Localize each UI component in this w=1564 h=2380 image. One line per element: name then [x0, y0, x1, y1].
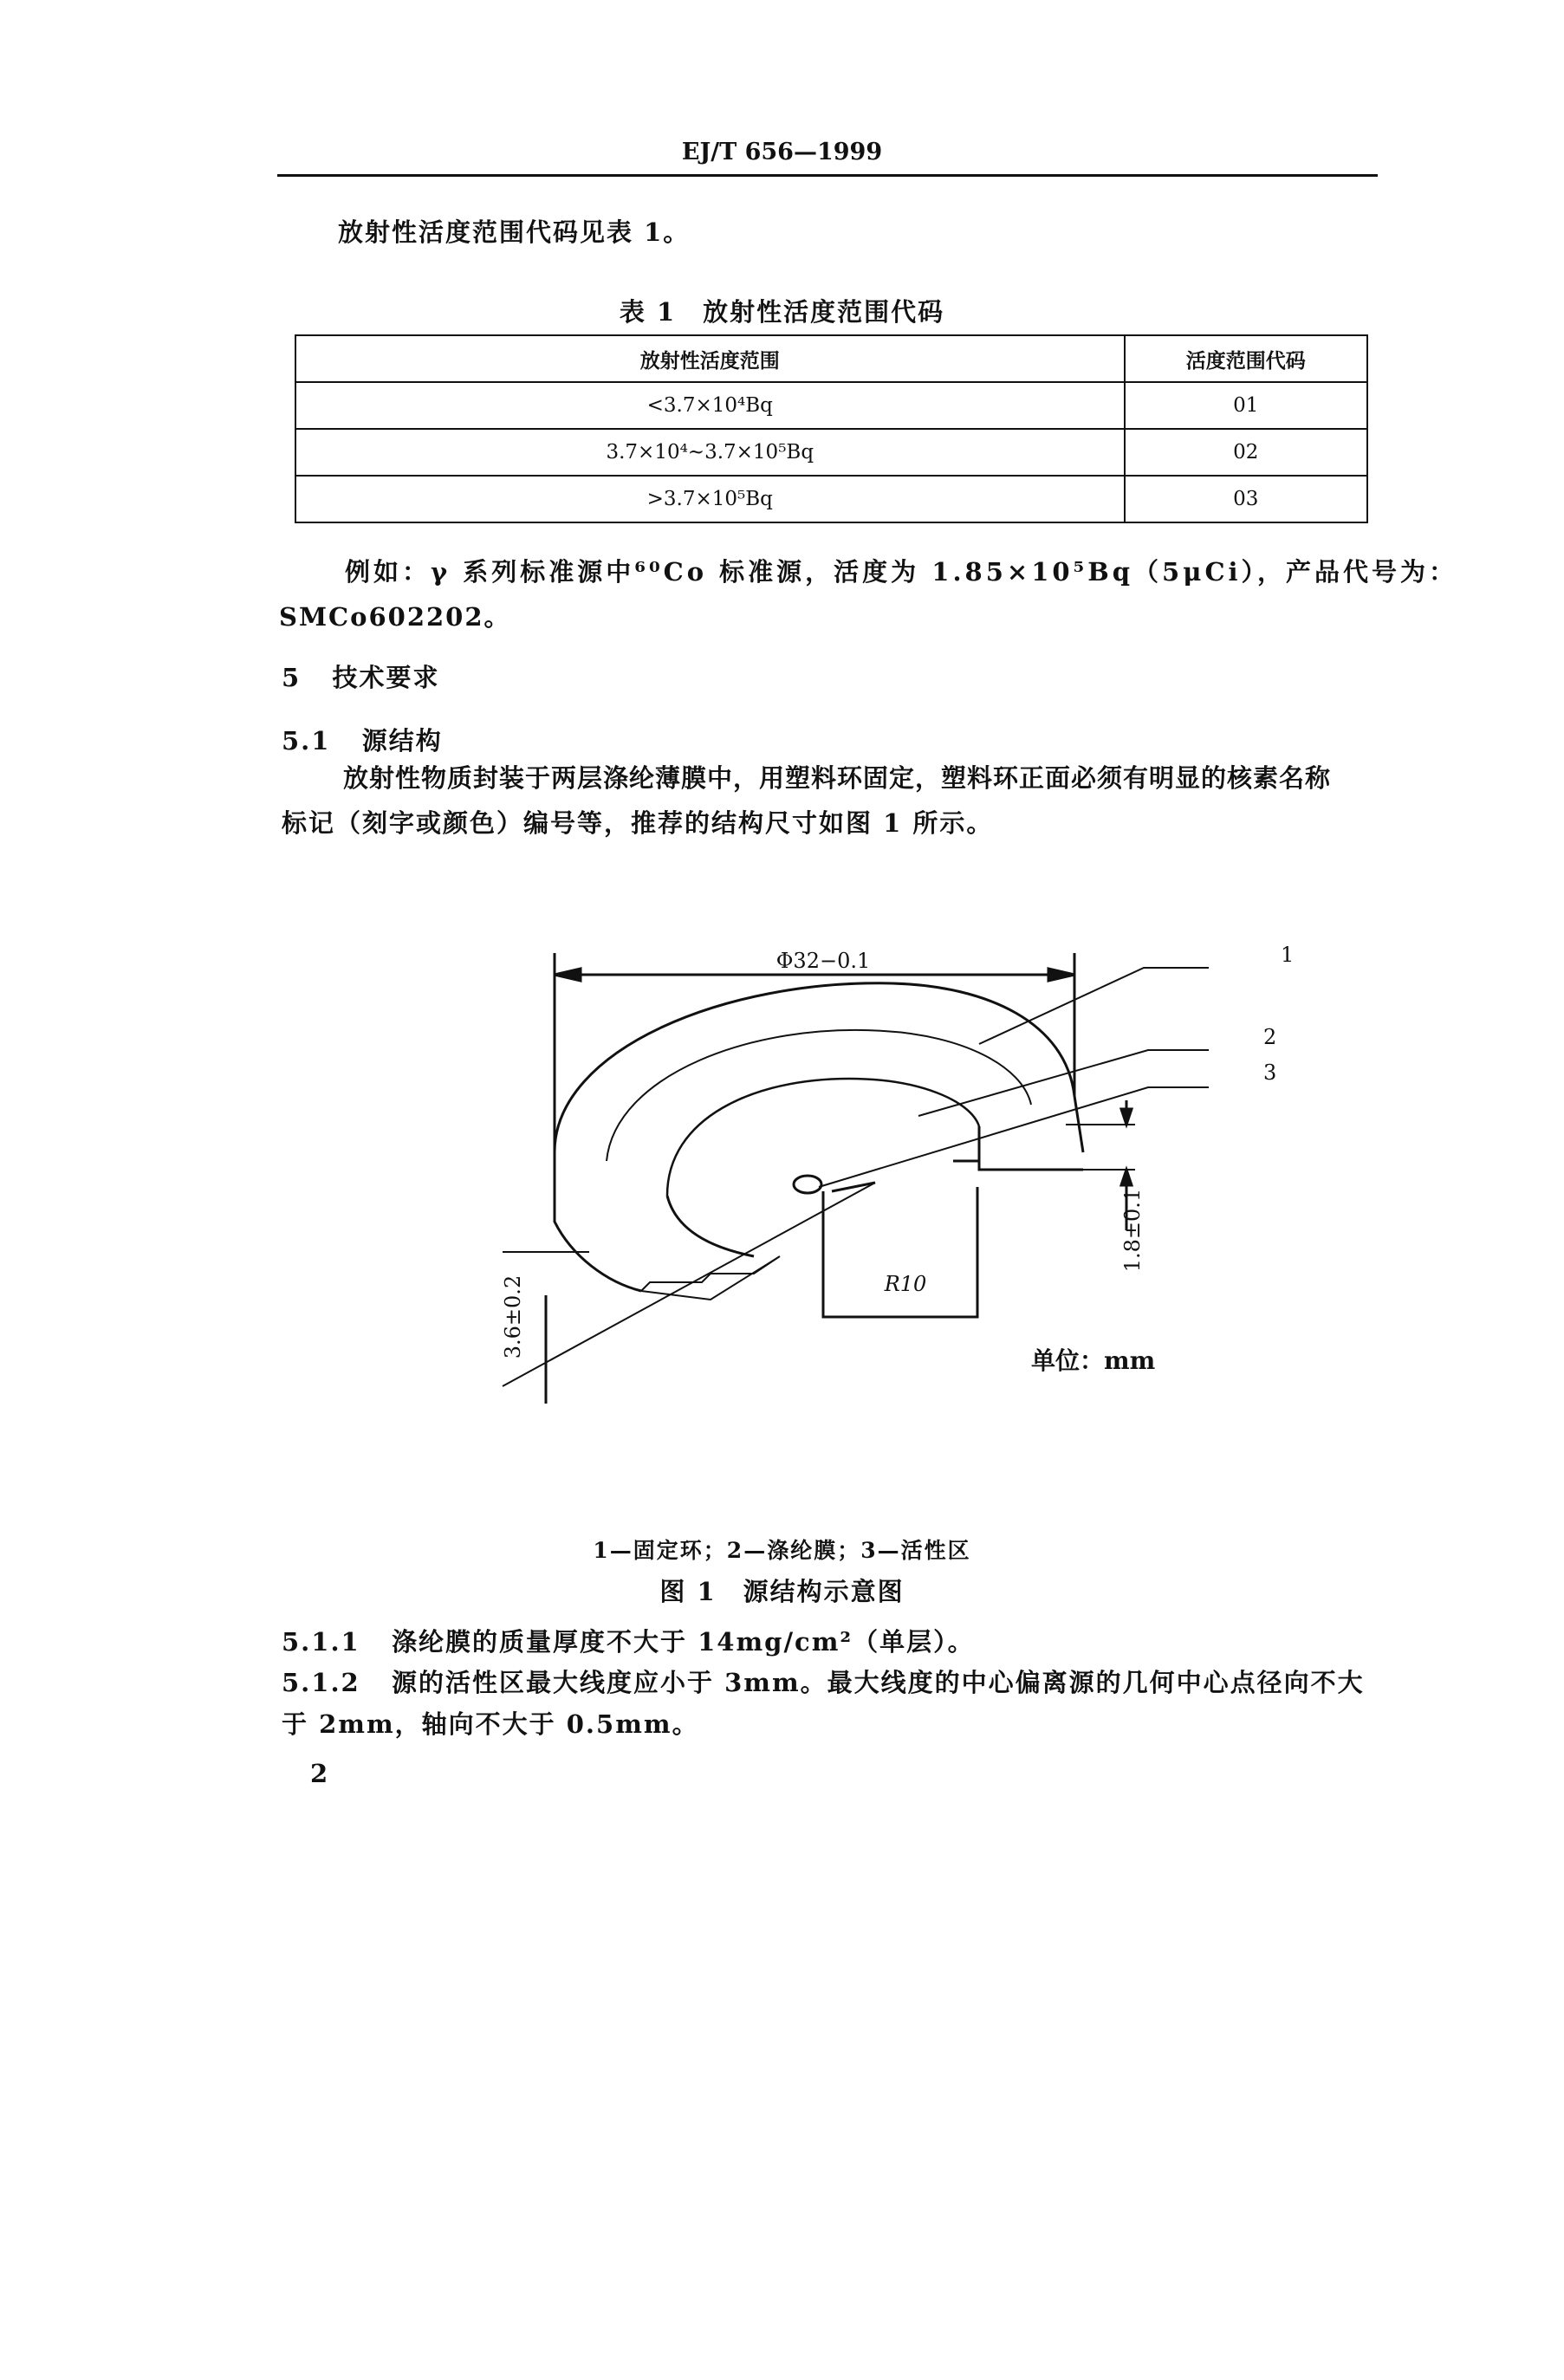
section-5-1-line-1: 放射性物质封装于两层涤纶薄膜中，用塑料环固定，塑料环正面必须有明显的核素名称 [343, 763, 1332, 793]
source-structure-figure [468, 901, 1334, 1404]
example-line-1: 例如：γ 系列标准源中⁶⁰Co 标准源，活度为 1.85×10⁵Bq（5μCi），产品代号为： [345, 557, 1458, 587]
table-cell: 3.7×10⁴~3.7×10⁵Bq [295, 429, 1125, 476]
figure-legend: 1—固定环；2—涤纶膜；3—活性区 [593, 1538, 971, 1563]
clause-number: 5.1.1 [282, 1627, 360, 1657]
table-cell: 02 [1125, 429, 1367, 476]
active-area-contour [667, 1079, 979, 1196]
example-line-2: SMCo602202。 [279, 602, 511, 632]
callout-leader-3 [819, 1087, 1209, 1187]
clause-5-1-2-continued: 于 2mm，轴向不大于 0.5mm。 [282, 1709, 699, 1739]
clause-5-1-2 [282, 1663, 1365, 1699]
active-area-dot [794, 1176, 821, 1193]
diameter-label: Φ32−0.1 [776, 949, 871, 973]
section-number: 5.1 [282, 726, 331, 756]
table-cell: >3.7×10⁵Bq [295, 476, 1125, 522]
radius-label: R10 [884, 1272, 927, 1296]
table-header-row [295, 335, 1367, 382]
table-title: 表 1 放射性活度范围代码 [619, 297, 945, 327]
table-header-cell: 活度范围代码 [1125, 335, 1367, 382]
figure-caption: 图 1 源结构示意图 [659, 1577, 905, 1606]
standard-number-header: EJ/T 656—1999 [681, 139, 883, 165]
section-number: 5 [282, 663, 302, 692]
table-cell: 03 [1125, 476, 1367, 522]
callout-leader-1 [979, 968, 1209, 1044]
intro-text: 放射性活度范围代码见表 1。 [338, 217, 691, 247]
table-row [295, 429, 1367, 476]
clause-5-1-1 [282, 1623, 975, 1658]
inner-height-label: 1.8±0.1 [1120, 1188, 1145, 1273]
table-header-cell: 放射性活度范围 [295, 335, 1125, 382]
header-rule [277, 174, 1378, 177]
page-number: 2 [310, 1759, 330, 1788]
unit-label: 单位：mm [1031, 1346, 1156, 1375]
clause-text: 涤纶膜的质量厚度不大于 14mg/cm²（单层）。 [392, 1627, 975, 1657]
callout-number-2: 2 [1263, 1025, 1277, 1049]
height-label: 3.6±0.2 [501, 1274, 525, 1359]
table-cell: 01 [1125, 382, 1367, 429]
section-title: 源结构 [361, 726, 443, 756]
section-5-1-heading [282, 722, 443, 757]
section-5-heading [282, 658, 440, 694]
section-title: 技术要求 [332, 663, 440, 692]
table-row [295, 476, 1367, 522]
activity-code-table [295, 334, 1368, 523]
callout-number-3: 3 [1263, 1060, 1277, 1085]
section-5-1-line-2: 标记（刻字或颜色）编号等，推荐的结构尺寸如图 1 所示。 [282, 808, 994, 838]
callout-number-1: 1 [1281, 943, 1295, 967]
table-cell: <3.7×10⁴Bq [295, 382, 1125, 429]
clause-text: 源的活性区最大线度应小于 3mm。最大线度的中心偏离源的几何中心点径向不大 [392, 1668, 1365, 1697]
table-row [295, 382, 1367, 429]
clause-number: 5.1.2 [282, 1668, 360, 1697]
